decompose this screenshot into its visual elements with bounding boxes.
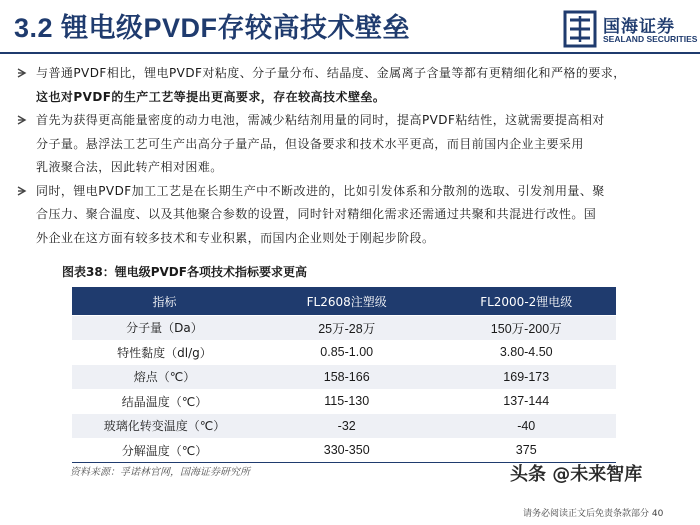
table-caption: 图表38：锂电级PVDF各项技术指标要求更高 bbox=[62, 265, 307, 279]
table-row bbox=[72, 389, 616, 414]
table-cell: 137-144 bbox=[436, 389, 616, 414]
sealand-logo-icon bbox=[563, 10, 597, 48]
table-cell: 375 bbox=[436, 438, 616, 463]
logo-name-en: SEALAND SECURITIES bbox=[603, 34, 698, 44]
bullet-item bbox=[14, 109, 686, 180]
table-header-row bbox=[72, 287, 616, 316]
bullet-item bbox=[14, 180, 686, 251]
bullet-line: 与普通PVDF相比，锂电PVDF对粘度、分子量分布、结晶度、金属离子含量等都有更精细化和严格的要求， bbox=[36, 66, 626, 80]
table-row bbox=[72, 414, 616, 439]
table-cell: 158-166 bbox=[257, 365, 437, 390]
table-cell: 25万-28万 bbox=[257, 316, 437, 341]
bullet-line: 外企业在这方面有较多技术和专业积累，而国内企业则处于刚起步阶段。 bbox=[36, 230, 435, 245]
column-header: 指标 bbox=[72, 287, 257, 316]
table-cell: 结晶温度（℃） bbox=[72, 389, 257, 414]
bullet-line-emphasis: 这也对PVDF的生产工艺等提出更高要求，存在较高技术壁垒。 bbox=[36, 89, 386, 104]
table-row bbox=[72, 438, 616, 463]
bullet-item bbox=[14, 62, 686, 109]
table-row bbox=[72, 316, 616, 341]
spec-table bbox=[72, 287, 616, 463]
bullet-list bbox=[14, 62, 686, 250]
watermark-text: 头条 @未来智库 bbox=[510, 464, 643, 485]
bullet-line: 分子量。悬浮法工艺可生产出高分子量产品，但设备要求和技术水平更高，而目前国内企业主要采用 bbox=[36, 136, 584, 151]
table-cell: 169-173 bbox=[436, 365, 616, 390]
table-cell: 115-130 bbox=[257, 389, 437, 414]
arrow-bullet-icon bbox=[16, 64, 30, 82]
table-cell: 150万-200万 bbox=[436, 316, 616, 341]
arrow-bullet-icon bbox=[16, 111, 30, 129]
source-note: 资料来源：孚诺林官网，国海证券研究所 bbox=[70, 467, 250, 478]
table-cell: 分解温度（℃） bbox=[72, 438, 257, 463]
table-cell: 特性黏度（dl/g） bbox=[72, 340, 257, 365]
table-cell: 3.80-4.50 bbox=[436, 340, 616, 365]
bullet-line: 同时，锂电PVDF加工工艺是在长期生产中不断改进的，比如引发体系和分散剂的选取、引发剂用量、聚 bbox=[36, 183, 605, 198]
header-divider bbox=[0, 52, 700, 54]
table-cell: 熔点（℃） bbox=[72, 365, 257, 390]
column-header: FL2608注塑级 bbox=[257, 287, 437, 316]
column-header: FL2000-2锂电级 bbox=[436, 287, 616, 316]
bullet-line: 首先为获得更高能量密度的动力电池，需减少粘结剂用量的同时，提高PVDF粘结性，这就需要提高相对 bbox=[36, 113, 605, 127]
table-cell: -40 bbox=[436, 414, 616, 439]
table-cell: 0.85-1.00 bbox=[257, 340, 437, 365]
logo-name-cn: 国海证券 bbox=[603, 17, 675, 37]
arrow-bullet-icon bbox=[16, 182, 30, 200]
page-title: 3.2 锂电级PVDF存较高技术壁垒 bbox=[14, 13, 411, 43]
table-row bbox=[72, 340, 616, 365]
bullet-line: 合压力、聚合温度、以及其他聚合参数的设置，同时针对精细化需求还需通过共聚和共混进行改性。国 bbox=[36, 207, 597, 221]
table-cell: 330-350 bbox=[257, 438, 437, 463]
page-footer: 请务必阅读正文后免责条款部分 40 bbox=[523, 509, 664, 519]
company-logo bbox=[563, 10, 698, 50]
table-cell: 玻璃化转变温度（℃） bbox=[72, 414, 257, 439]
bullet-line: 乳液聚合法，因此转产相对困难。 bbox=[36, 160, 223, 174]
table-row bbox=[72, 365, 616, 390]
table-cell: 分子量（Da） bbox=[72, 316, 257, 341]
table-cell: -32 bbox=[257, 414, 437, 439]
